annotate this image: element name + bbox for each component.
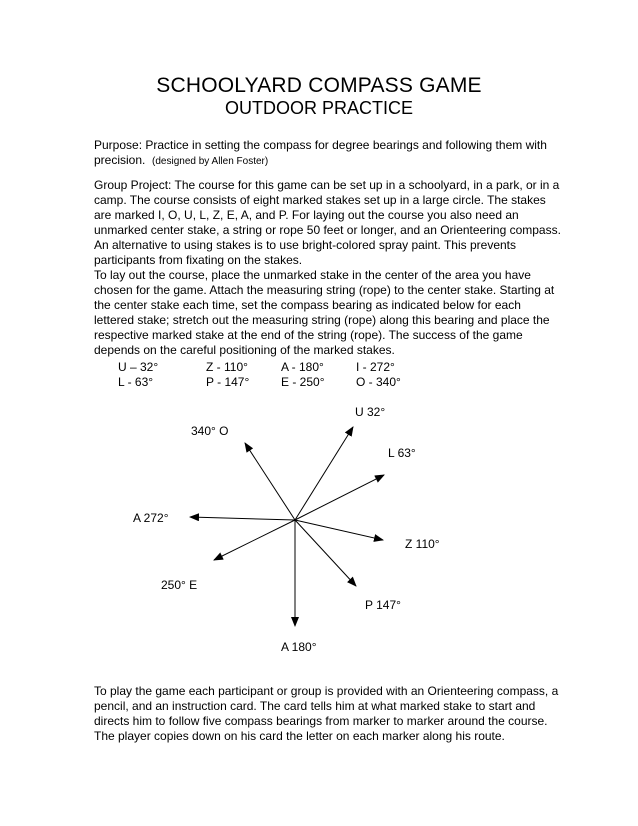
page-subtitle: OUTDOOR PRACTICE bbox=[224, 98, 413, 118]
arrow-o-340 bbox=[245, 443, 295, 520]
arrow-u-32 bbox=[295, 427, 353, 520]
arrow-a-272 bbox=[190, 517, 295, 520]
group-project-paragraph: Group Project: The course for this game can be set up in a schoolyard, in a park, or in a camp. The course consists of eight marked stakes set up in a large circle. The stakes are marked I, O, U, L, Z, E, A, and P. For laying out the course you also need an unmarked center stake, a string or rope 50 feet or longer, and an Orienteering compass. An alternative to using stakes is to use bright-colored spray paint. This prevents participants from fixating on the stakes. bbox=[94, 178, 561, 267]
label-a-180: A 180° bbox=[281, 640, 317, 654]
bearing-z: Z - 110° bbox=[206, 360, 248, 374]
bearing-e: E - 250° bbox=[281, 375, 325, 389]
bearing-p: P - 147° bbox=[206, 375, 250, 389]
bearing-i: I - 272° bbox=[356, 360, 395, 374]
label-l: L 63° bbox=[388, 446, 416, 460]
arrow-z-110 bbox=[295, 520, 383, 540]
layout-instructions-paragraph: To lay out the course, place the unmarked stake in the center of the area you have chosen for the game. Attach the measuring string (rope) to the center stake. Starting at the center stake each time, set the compass bearing as indicated below for each lettered stake; stretch out the measuring string (rope) along this bearing and place the respective marked stake at the end of the string (rope). The success of the game depends on the careful positioning of the marked stakes. bbox=[94, 268, 555, 357]
purpose-text: Purpose: Practice in setting the compass for degree bearings and following them with precision. bbox=[94, 138, 547, 167]
label-e: 250° E bbox=[161, 578, 198, 592]
bearing-u: U – 32° bbox=[118, 360, 159, 374]
arrow-p-147 bbox=[295, 520, 356, 586]
bearing-l: L - 63° bbox=[118, 375, 154, 389]
arrow-l-63 bbox=[295, 475, 384, 520]
arrow-e-250 bbox=[214, 520, 295, 560]
bearing-a: A - 180° bbox=[281, 360, 324, 374]
purpose-credit: (designed by Allen Foster) bbox=[152, 156, 269, 167]
label-a-272: A 272° bbox=[133, 511, 169, 525]
bearing-o: O - 340° bbox=[356, 375, 401, 389]
play-instructions-paragraph: To play the game each participant or group is provided with an Orienteering compass, a pencil, and an instruction card. The card tells him at what marked stake to start and directs him to follow five compass bearings from marker to marker around the course. The player copies down on his card the letter on each marker along his route. bbox=[94, 684, 559, 743]
page-title: SCHOOLYARD COMPASS GAME bbox=[156, 74, 482, 97]
label-p: P 147° bbox=[365, 598, 401, 612]
label-u: U 32° bbox=[355, 405, 386, 419]
label-z: Z 110° bbox=[405, 537, 440, 551]
label-o: 340° O bbox=[191, 424, 229, 438]
